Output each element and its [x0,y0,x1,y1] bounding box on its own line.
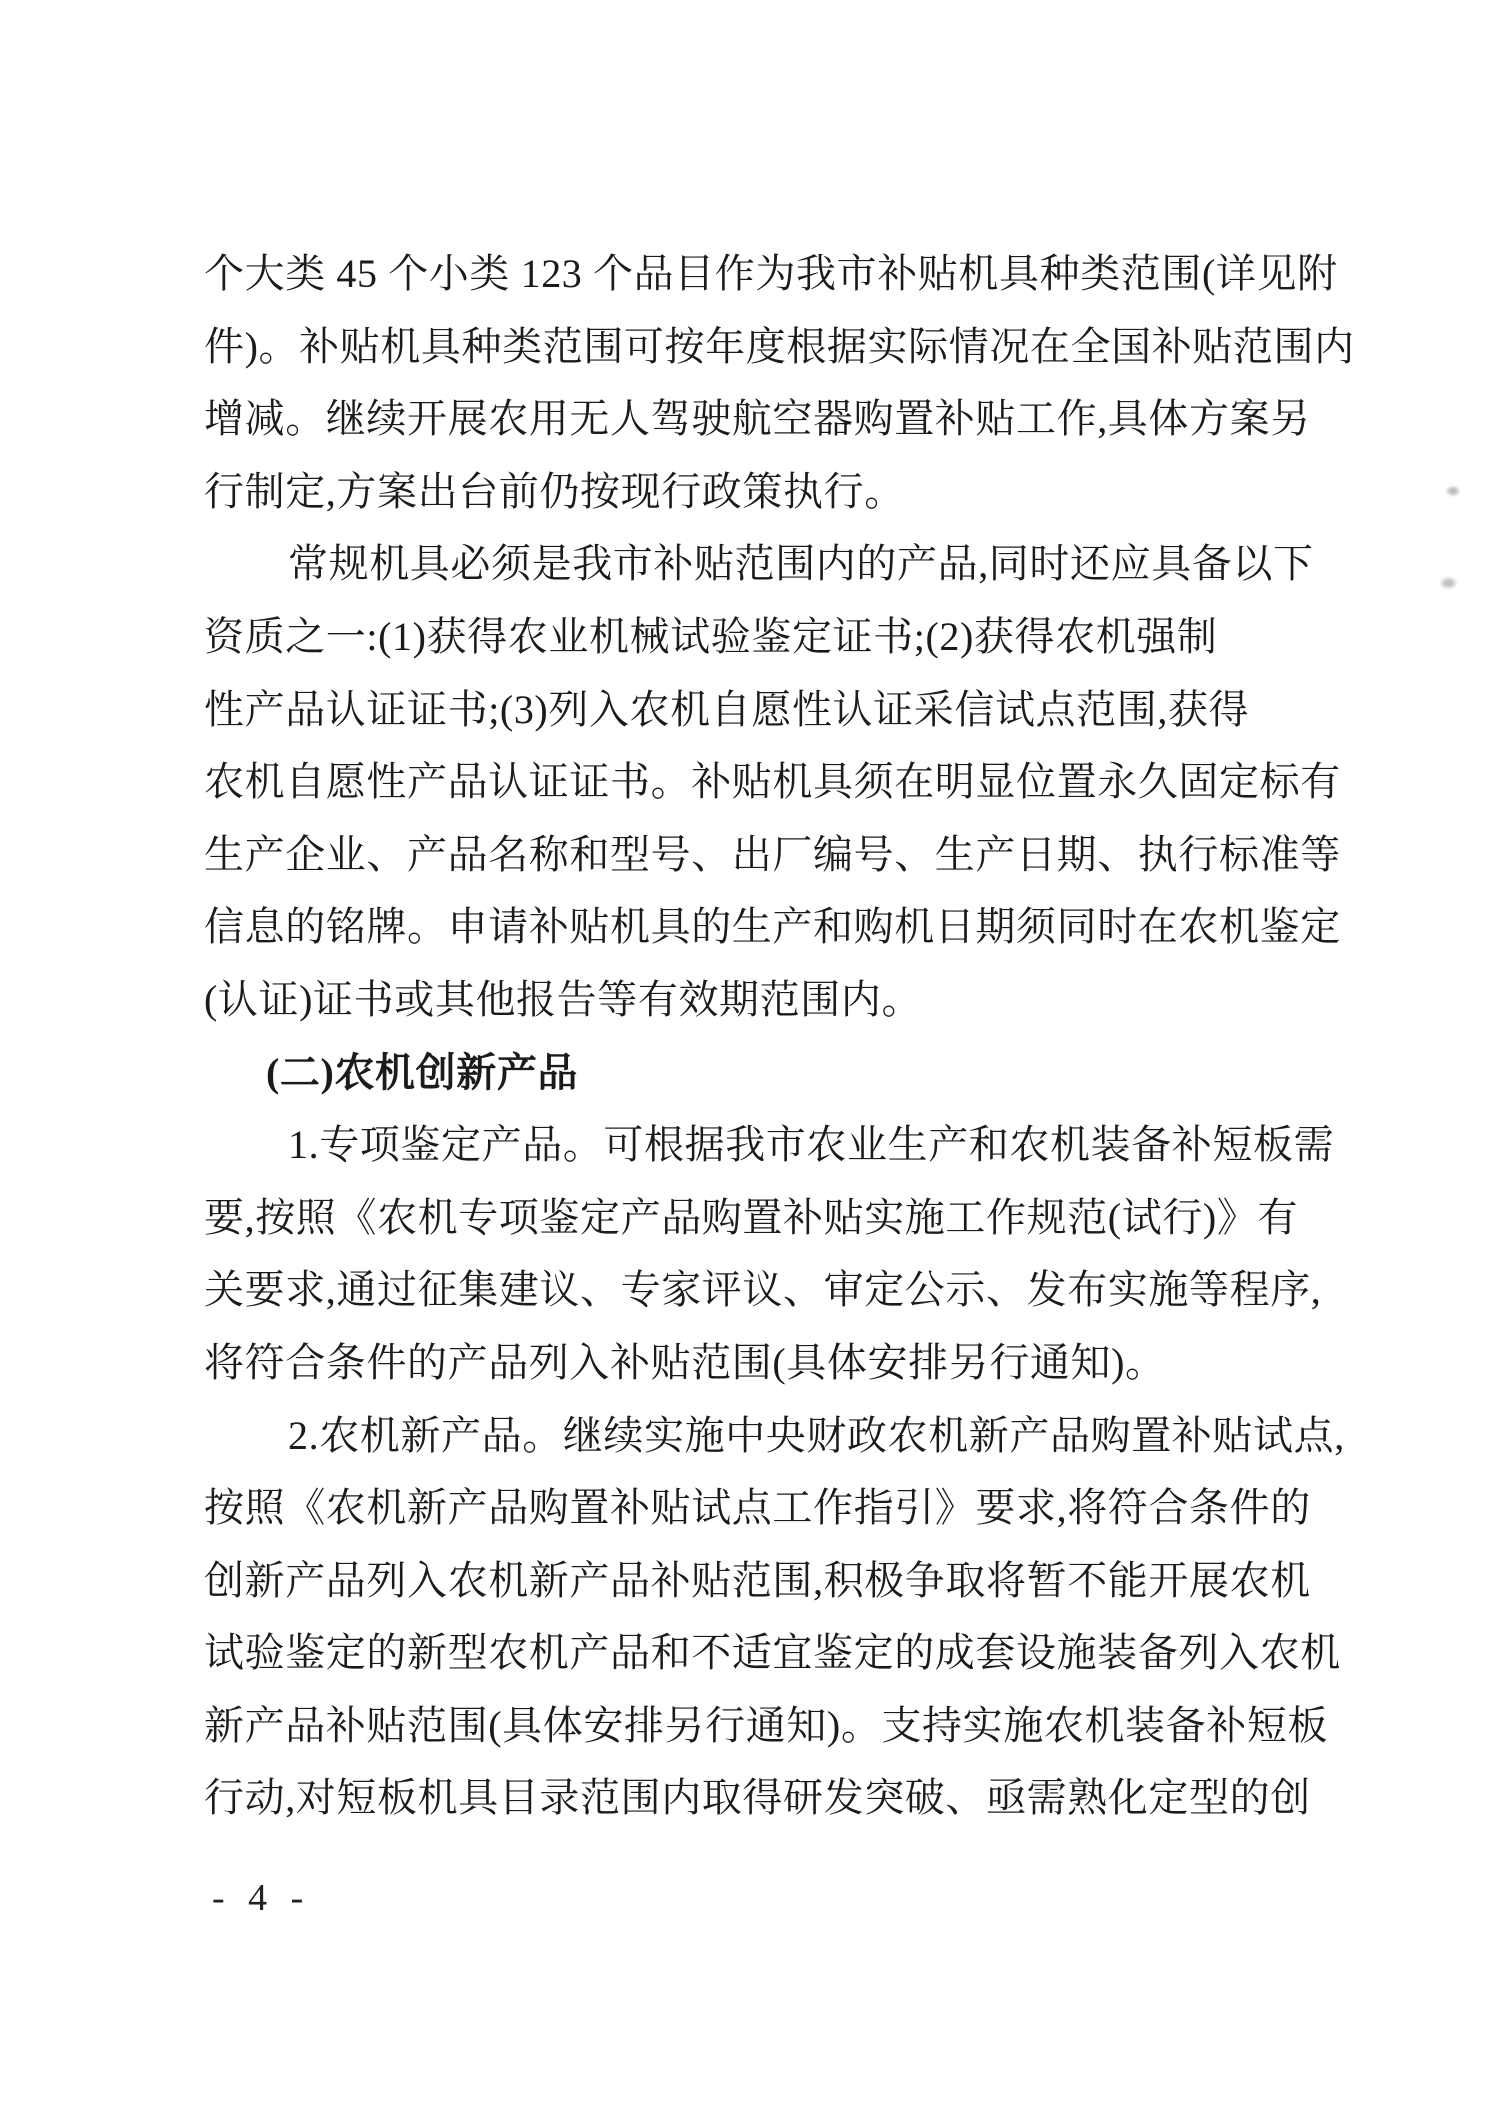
text-line: 增减。继续开展农用无人驾驶航空器购置补贴工作,具体方案另 [204,396,1311,442]
document-body [204,238,1355,1835]
text-line: 行动,对短板机具目录范围内取得研发突破、亟需熟化定型的创 [204,1775,1311,1821]
text-line: 关要求,通过征集建议、专家评议、审定公示、发布实施等程序, [204,1267,1322,1313]
text-line: 生产企业、产品名称和型号、出厂编号、生产日期、执行标准等 [204,831,1341,877]
scan-artifact [1446,486,1460,496]
text-line: 要,按照《农机专项鉴定产品购置补贴实施工作规范(试行)》有 [204,1194,1299,1240]
text-line: 农机自愿性产品认证证书。补贴机具须在明显位置永久固定标有 [204,759,1341,805]
text-line: 2.农机新产品。继续实施中央财政农机新产品购置补贴试点, [288,1412,1345,1458]
text-line: (认证)证书或其他报告等有效期范围内。 [204,976,923,1022]
text-line: 按照《农机新产品购置补贴试点工作指引》要求,将符合条件的 [204,1485,1311,1531]
scan-artifact [1440,577,1457,589]
section-heading: (二)农机创新产品 [266,1049,579,1095]
text-line: 个大类 45 个小类 123 个品目作为我市补贴机具种类范围(详见附 [204,251,1338,296]
text-line: 试验鉴定的新型农机产品和不适宜鉴定的成套设施装备列入农机 [204,1630,1341,1676]
text-line: 将符合条件的产品列入补贴范围(具体安排另行通知)。 [204,1339,1166,1385]
text-line: 件)。补贴机具种类范围可按年度根据实际情况在全国补贴范围内 [204,323,1355,369]
text-line: 1.专项鉴定产品。可根据我市农业生产和农机装备补短板需 [288,1122,1335,1168]
text-line: 行制定,方案出台前仍按现行政策执行。 [204,468,905,514]
text-line: 性产品认证证书;(3)列入农机自愿性认证采信试点范围,获得 [204,686,1250,732]
text-line: 新产品补贴范围(具体安排另行通知)。支持实施农机装备补短板 [204,1702,1329,1748]
page-number: - 4 - [212,1877,306,1919]
text-line: 信息的铭牌。申请补贴机具的生产和购机日期须同时在农机鉴定 [204,904,1341,950]
text-line: 常规机具必须是我市补贴范围内的产品,同时还应具备以下 [288,541,1314,587]
text-line: 资质之一:(1)获得农业机械试验鉴定证书;(2)获得农机强制 [204,613,1218,659]
text-line: 创新产品列入农机新产品补贴范围,积极争取将暂不能开展农机 [204,1557,1311,1603]
